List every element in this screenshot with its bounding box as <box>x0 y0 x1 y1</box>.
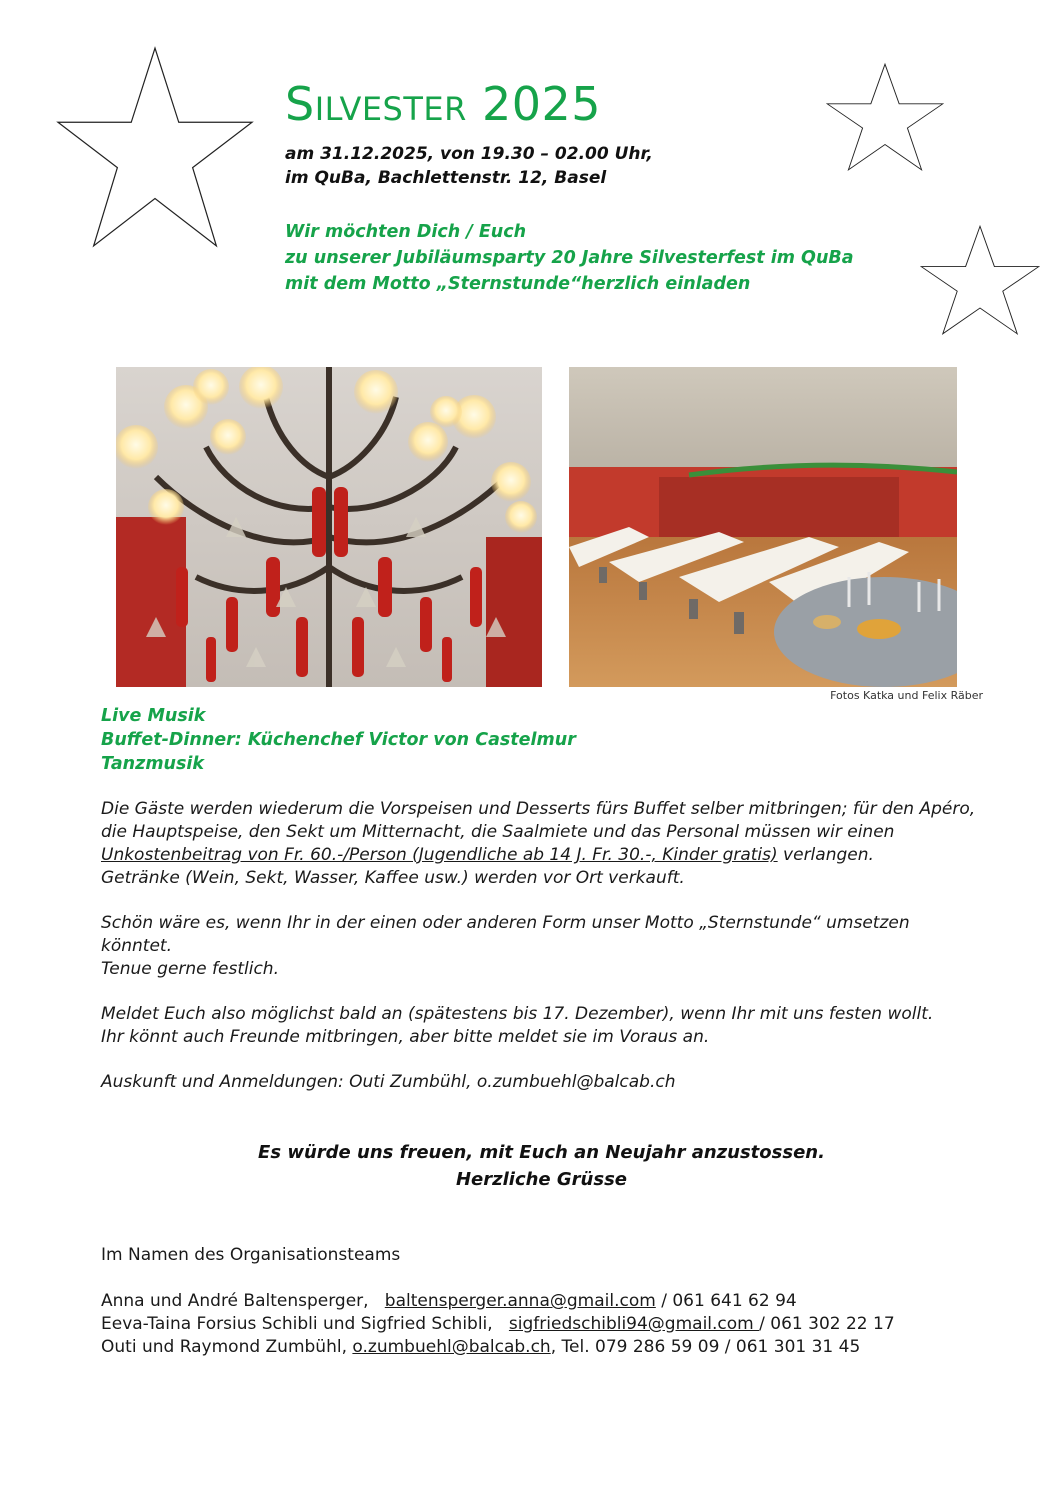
program-list <box>101 704 576 776</box>
contact-phone: , Tel. 079 286 59 09 / 061 301 31 45 <box>550 1337 861 1357</box>
email-link[interactable]: o.zumbuehl@balcab.ch <box>352 1337 551 1357</box>
registration-paragraph <box>101 1003 981 1049</box>
friends-text: Ihr könnt auch Freunde mitbringen, aber bitte meldet sie im Voraus an. <box>101 1027 710 1047</box>
contact-name: Anna und André Baltensperger, <box>101 1291 369 1311</box>
event-venue: im QuBa, Bachlettenstr. 12, Basel <box>285 168 607 188</box>
cost-paragraph <box>101 798 981 890</box>
invitation-line: Wir möchten Dich / Euch <box>285 222 527 242</box>
fee-text: Unkostenbeitrag von Fr. 60.-/Person (Jugendliche ab 14 J. Fr. 30.-, Kinder gratis) <box>101 845 778 865</box>
contact-paragraph <box>101 1071 981 1094</box>
motto-paragraph <box>101 912 981 981</box>
motto-text: Schön wäre es, wenn Ihr in der einen oder anderen Form unser Motto „Sternstunde“ umsetzen könntet. <box>101 913 910 956</box>
cost-text: Die Gäste werden wiederum die Vorspeisen und Desserts fürs Buffet selber mitbringen; für den Apéro, die Hauptspeise, den Sekt um Mitternacht, die Saalmiete und das Personal müssen wir einen <box>101 799 976 842</box>
contact-name: Outi und Raymond Zumbühl, <box>101 1337 347 1357</box>
invitation-text <box>285 219 854 297</box>
star-outline-icon <box>920 224 1040 336</box>
star-outline-icon <box>826 62 944 172</box>
program-item: Tanzmusik <box>101 754 205 774</box>
closing-line: Es würde uns freuen, mit Euch an Neujahr anzustossen. <box>258 1142 825 1163</box>
drinks-text: Getränke (Wein, Sekt, Wasser, Kaffee usw.) werden vor Ort verkauft. <box>101 868 685 888</box>
contact-row <box>101 1313 895 1336</box>
closing-greeting <box>0 1139 1058 1193</box>
registration-text: Meldet Euch also möglichst bald an (spätestens bis 17. Dezember), wenn Ihr mit uns festen wollt. <box>101 1004 934 1024</box>
photo-credit: Fotos Katka und Felix Räber <box>830 689 983 702</box>
email-link[interactable]: sigfriedschibli94@gmail.com <box>508 1314 760 1334</box>
program-item: Live Musik <box>101 706 206 726</box>
contact-row <box>101 1290 797 1313</box>
invitation-line: mit dem Motto „Sternstunde“herzlich einladen <box>285 274 751 294</box>
contact-phone: / 061 302 22 17 <box>759 1314 895 1334</box>
event-date: am 31.12.2025, von 19.30 – 02.00 Uhr, <box>285 144 653 164</box>
star-outline-icon <box>56 44 254 250</box>
contact-phone: / 061 641 62 94 <box>655 1291 797 1311</box>
page-title: Silvester 2025 <box>285 77 602 131</box>
invitation-line: zu unserer Jubiläumsparty 20 Jahre Silvesterfest im QuBa <box>285 248 854 268</box>
contact-text: Auskunft und Anmeldungen: Outi Zumbühl, o.zumbuehl@balcab.ch <box>101 1072 676 1092</box>
cost-text-end: verlangen. <box>777 845 874 865</box>
contact-row <box>101 1336 860 1359</box>
dress-code-text: Tenue gerne festlich. <box>101 959 279 979</box>
program-item: Buffet-Dinner: Küchenchef Victor von Castelmur <box>101 730 576 750</box>
closing-line: Herzliche Grüsse <box>455 1169 628 1190</box>
chandelier-photo <box>116 367 542 687</box>
contact-name: Eeva-Taina Forsius Schibli und Sigfried Schibli, <box>101 1314 493 1334</box>
signature-intro: Im Namen des Organisationsteams <box>101 1245 401 1265</box>
email-link[interactable]: baltensperger.anna@gmail.com <box>384 1291 656 1311</box>
event-details <box>285 142 653 190</box>
banquet-hall-photo <box>569 367 957 687</box>
